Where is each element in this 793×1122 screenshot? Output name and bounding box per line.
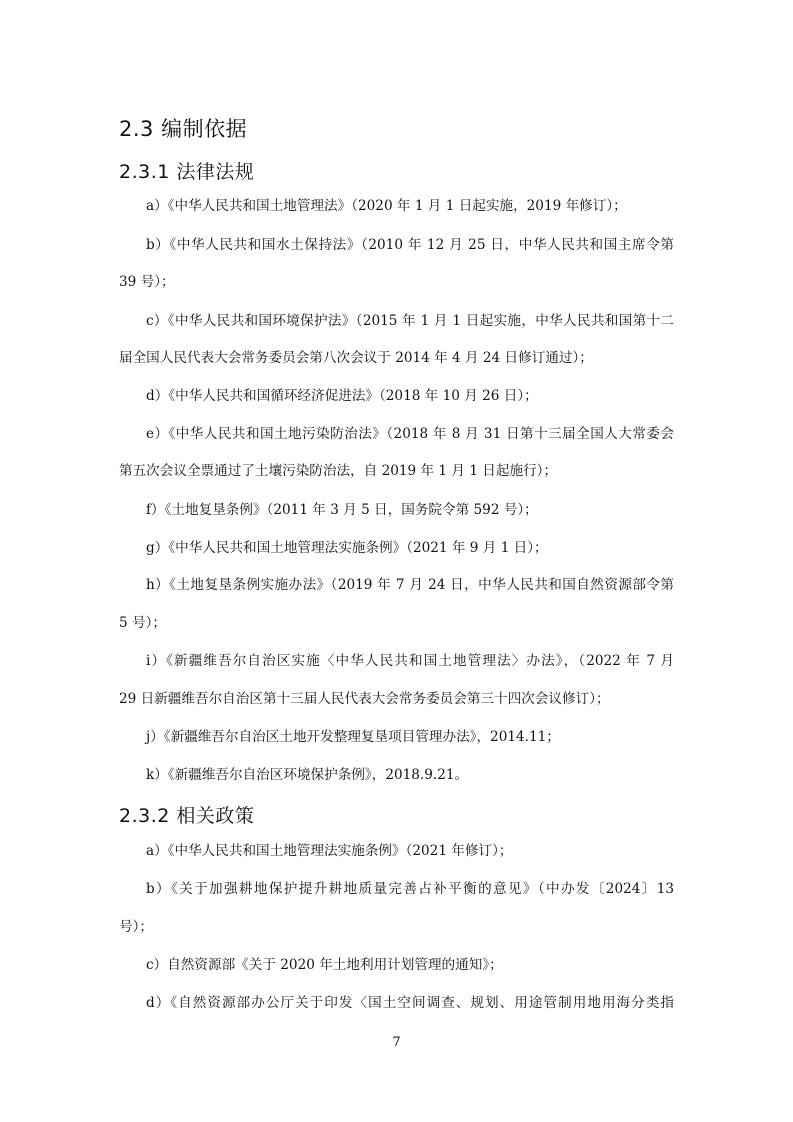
- law-item-k: k）《新疆维吾尔自治区环境保护条例》，2018.9.21。: [146, 767, 469, 783]
- law-item-j: j）《新疆维吾尔自治区土地开发整理复垦项目管理办法》，2014.11；: [146, 729, 560, 745]
- policy-item-d: d）《自然资源部办公厅关于印发〈国土空间调查、规划、用途管制用地用海分类指: [146, 995, 674, 1011]
- law-item-i-continued: 29 日新疆维吾尔自治区第十三届人民代表大会常务委员会第三十四次会议修订）；: [119, 691, 610, 707]
- law-item-b-continued: 39 号）；: [119, 274, 175, 290]
- section-heading-2-3-1: 2.3.1 法律法规: [119, 161, 255, 183]
- law-item-b: b）《中华人民共和国水土保持法》（2010 年 12 月 25 日，中华人民共和国主席令第: [146, 237, 674, 253]
- law-item-e: e）《中华人民共和国土地污染防治法》（2018 年 8 月 31 日第十三届全国人大常委会: [146, 426, 674, 442]
- law-item-i: i）《新疆维吾尔自治区实施〈中华人民共和国土地管理法〉办法》，（2022 年 7 月: [146, 653, 674, 669]
- law-item-e-continued: 第五次会议全票通过了土壤污染防治法，自 2019 年 1 月 1 日起施行）；: [119, 463, 558, 479]
- section-heading-2-3: 2.3 编制依据: [119, 117, 248, 141]
- page-number: 7: [392, 1035, 401, 1050]
- law-item-d: d）《中华人民共和国循环经济促进法》（2018 年 10 月 26 日）；: [146, 388, 538, 404]
- policy-item-b-continued: 号）；: [119, 919, 153, 935]
- section-heading-2-3-2: 2.3.2 相关政策: [119, 805, 255, 827]
- law-item-f: f）《土地复垦条例》（2011 年 3 月 5 日，国务院令第 592 号）；: [146, 502, 538, 518]
- policy-item-b: b）《关于加强耕地保护提升耕地质量完善占补平衡的意见》（中办发〔2024〕13: [146, 881, 674, 897]
- law-item-c: c）《中华人民共和国环境保护法》（2015 年 1 月 1 日起实施，中华人民共和国第十二: [146, 313, 674, 329]
- policy-item-c: c）自然资源部《关于 2020 年土地利用计划管理的通知》；: [146, 957, 503, 973]
- law-item-h: h）《土地复垦条例实施办法》（2019 年 7 月 24 日，中华人民共和国自然资源部令第: [146, 577, 674, 593]
- law-item-g: g）《中华人民共和国土地管理法实施条例》（2021 年 9 月 1 日）；: [146, 540, 548, 556]
- policy-item-a: a）《中华人民共和国土地管理法实施条例》（2021 年修订）；: [146, 843, 513, 859]
- law-item-h-continued: 5 号）；: [119, 615, 166, 631]
- law-item-c-continued: 届全国人民代表大会常务委员会第八次会议于 2014 年 4 月 24 日修订通过）；: [119, 350, 593, 366]
- law-item-a: a）《中华人民共和国土地管理法》（2020 年 1 月 1 日起实施，2019 年修订）；: [146, 198, 627, 214]
